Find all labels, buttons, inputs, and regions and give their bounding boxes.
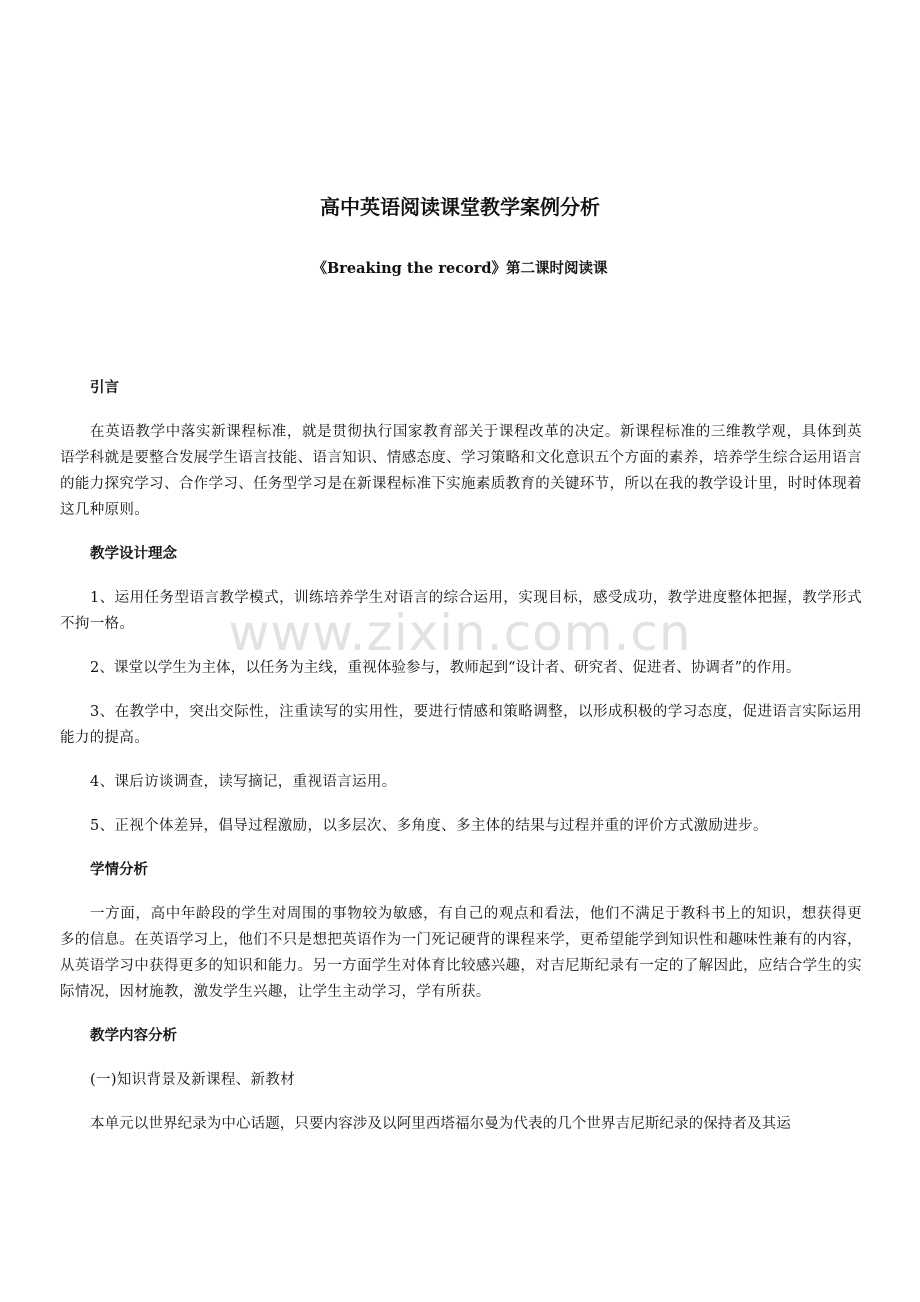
section-heading-content: 教学内容分析: [90, 1028, 177, 1044]
page-title: 高中英语阅读课堂教学案例分析: [320, 195, 600, 219]
section-heading-intro: 引言: [90, 380, 119, 396]
design-item-1: 1、运用任务型语言教学模式，训练培养学生对语言的综合运用，实现目标，感受成功，教学进度整体把握，教学形式不拘一格。: [60, 590, 862, 632]
design-item-2: 2、课堂以学生为主体，以任务为主线，重视体验参与，教师起到“设计者、研究者、促进者、协调者”的作用。: [90, 660, 801, 676]
watermark: www.zixin.com.cn: [228, 604, 692, 662]
students-paragraph: 一方面，高中年龄段的学生对周围的事物较为敏感，有自己的观点和看法，他们不满足于教科书上的知识，想获得更多的信息。在英语学习上，他们不只是想把英语作为一门死记硬背的课程来学，更希望能学到知识性和趣味性兼有的内容，从英语学习中获得更多的知识和能力。另一方面学生对体育比较感兴趣，对吉尼斯纪录有一定的了解因此，应结合学生的实际情况，因材施教，激发学生兴趣，让学生主动学习，学有所获。: [60, 906, 862, 1000]
page-subtitle: 《Breaking the record》第二课时阅读课: [312, 260, 608, 277]
design-item-4: 4、课后访谈调查，读写摘记，重视语言运用。: [90, 774, 397, 790]
section-heading-design: 教学设计理念: [90, 546, 177, 562]
section-heading-students: 学情分析: [90, 862, 148, 878]
intro-paragraph: 在英语教学中落实新课程标准，就是贯彻执行国家教育部关于课程改革的决定。新课程标准的三维教学观，具体到英语学科就是要整合发展学生语言技能、语言知识、情感态度、学习策略和文化意识五个方面的素养，培养学生综合运用语言的能力探究学习、合作学习、任务型学习是在新课程标准下实施素质教育的关键环节，所以在我的教学设计里，时时体现着这几种原则。: [60, 424, 862, 518]
document-body: [60, 375, 862, 1155]
content-paragraph: 本单元以世界纪录为中心话题，只要内容涉及以阿里西塔福尔曼为代表的几个世界吉尼斯纪录的保持者及其运: [90, 1116, 791, 1132]
design-item-5: 5、正视个体差异，倡导过程激励，以多层次、多角度、多主体的结果与过程并重的评价方式激励进步。: [90, 818, 768, 834]
content-subheading: (一)知识背景及新课程、新教材: [90, 1072, 296, 1088]
design-item-3: 3、在教学中，突出交际性，注重读写的实用性，要进行情感和策略调整，以形成积极的学习态度，促进语言实际运用能力的提高。: [60, 704, 862, 746]
